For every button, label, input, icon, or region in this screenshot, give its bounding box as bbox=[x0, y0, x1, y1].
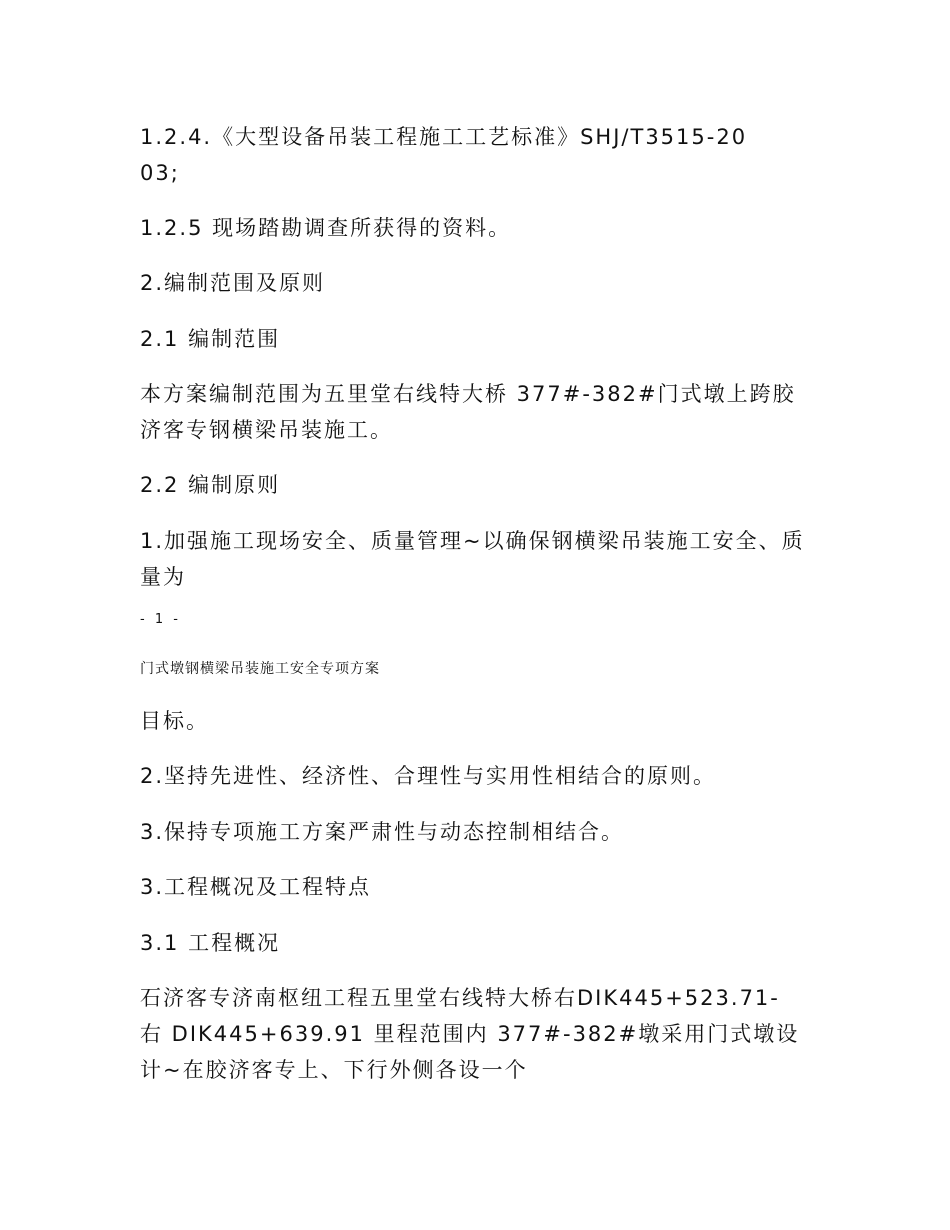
heading-scope: 2.1 编制范围 bbox=[140, 327, 281, 351]
running-header: 门式墩钢横梁吊装施工安全专项方案 bbox=[140, 661, 380, 677]
paragraph-principle-1-continued: 目标。 bbox=[140, 709, 209, 733]
paragraph-site-survey: 1.2.5 现场踏勘调查所获得的资料。 bbox=[140, 216, 512, 240]
heading-principles: 2.2 编制原则 bbox=[140, 473, 281, 497]
paragraph-standard-reference: 1.2.4.《大型设备吊装工程施工工艺标准》SHJ/T3515-2003; bbox=[140, 125, 748, 185]
paragraph-project-overview: 石济客专济南枢纽工程五里堂右线特大桥右DIK445+523.71-右 DIK445+639.91 里程范围内 377#-382#墩采用门式墩设计~在胶济客专上、下行外侧各设一个 bbox=[140, 986, 800, 1082]
heading-scope-and-principles: 2.编制范围及原则 bbox=[140, 271, 326, 295]
heading-project-overview: 3.1 工程概况 bbox=[140, 931, 281, 955]
paragraph-principle-3: 3.保持专项施工方案严肃性与动态控制相结合。 bbox=[140, 820, 625, 844]
paragraph-principle-2: 2.坚持先进性、经济性、合理性与实用性相结合的原则。 bbox=[140, 764, 717, 788]
paragraph-scope: 本方案编制范围为五里堂右线特大桥 377#-382#门式墩上跨胶济客专钢横梁吊装施工。 bbox=[140, 382, 796, 442]
heading-project-overview-and-features: 3.工程概况及工程特点 bbox=[140, 875, 372, 899]
page-number: - 1 - bbox=[140, 612, 181, 627]
paragraph-principle-1: 1.加强施工现场安全、质量管理~以确保钢横梁吊装施工安全、质量为 bbox=[140, 529, 805, 589]
